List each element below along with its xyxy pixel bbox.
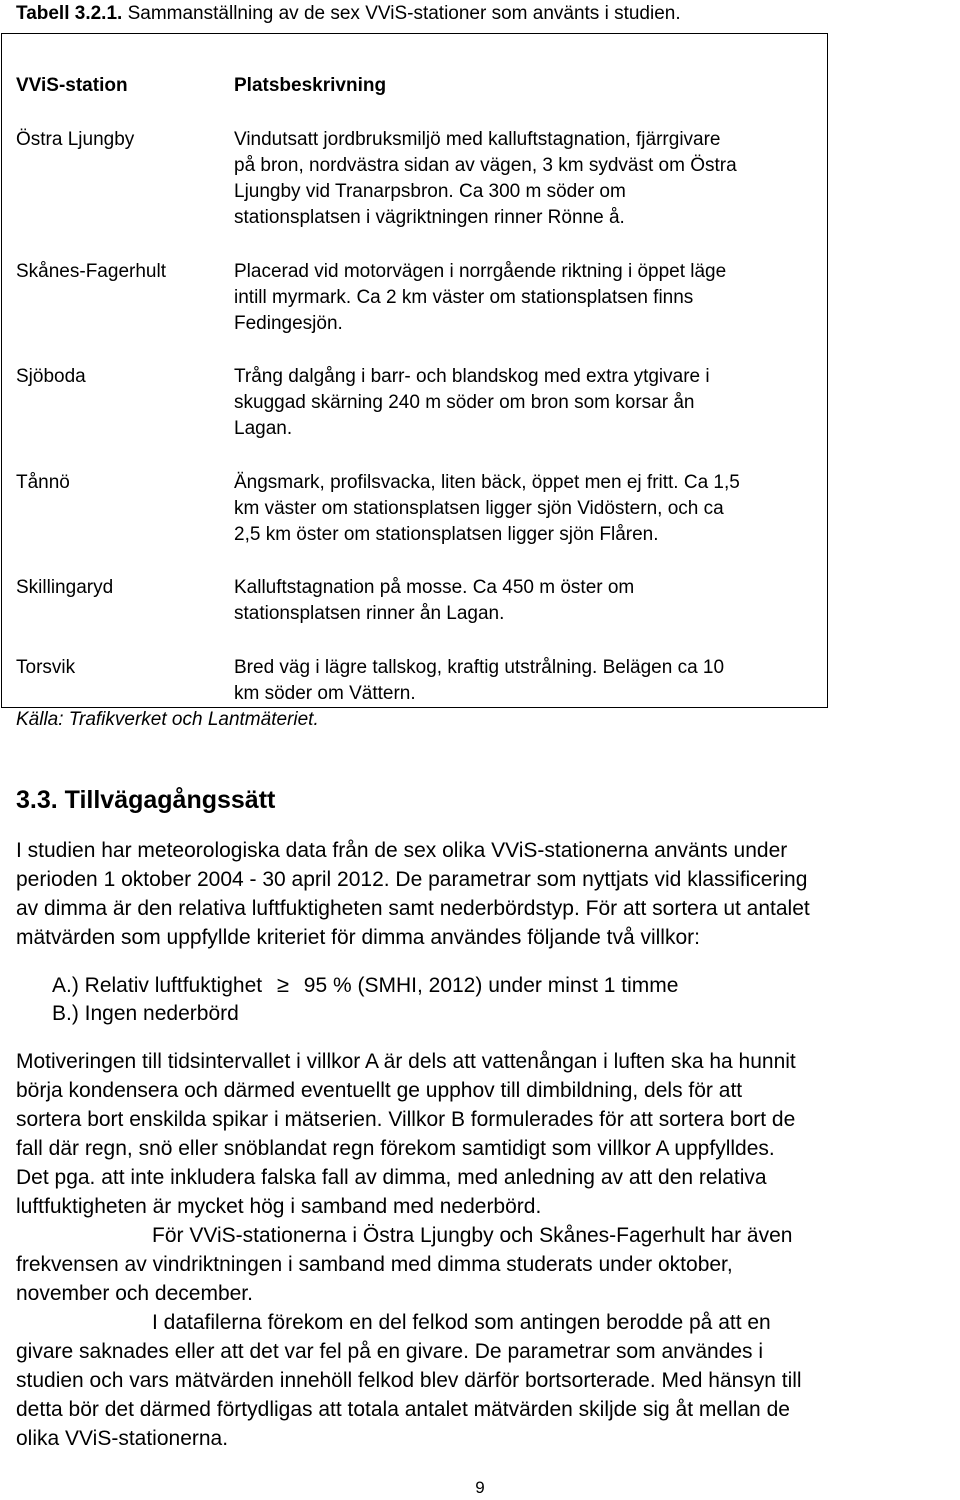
station-name: Skillingaryd bbox=[16, 577, 114, 598]
paragraph: För VViS-stationerna i Östra Ljungby och Skånes-Fagerhult har även frekvensen av vindriktningen i samband med dimma studerats under oktober, november och december. bbox=[16, 1224, 793, 1305]
header-description: Platsbeskrivning bbox=[234, 75, 387, 96]
station-name: Tånnö bbox=[16, 472, 70, 493]
header-station: VViS-station bbox=[16, 75, 128, 96]
station-description: Trång dalgång i barr- och blandskog med extra ytgivare i skuggad skärning 240 m söder om bron som korsar ån Lagan. bbox=[234, 366, 710, 439]
page-number: 9 bbox=[475, 1478, 485, 1497]
table-source: Källa: Trafikverket och Lantmäteriet. bbox=[16, 709, 319, 730]
intro-paragraph: I studien har meteorologiska data från de sex olika VViS-stationerna använts under perioden 1 oktober 2004 - 30 april 2012. De parametrar som nyttjats vid klassificering av dimma är den relativa luftfuktigheten samt nederbördstyp. För att sortera ut antalet mätvärden som uppfyllde kriteriet för dimma användes följande två villkor: bbox=[16, 839, 810, 949]
caption-text: Sammanställning av de sex VViS-stationer som använts i studien. bbox=[127, 3, 681, 24]
station-name: Sjöboda bbox=[16, 366, 86, 387]
station-description: Vindutsatt jordbruksmiljö med kalluftstagnation, fjärrgivare på bron, nordvästra sidan av vägen, 3 km sydväst om Östra Ljungby vid Tranarpsbron. Ca 300 m söder om stationsplatsen i vägriktningen rinner Rönne å. bbox=[234, 129, 737, 228]
station-description: Bred väg i lägre tallskog, kraftig utstrålning. Belägen ca 10 km söder om Vättern. bbox=[234, 657, 725, 704]
caption-label: Tabell 3.2.1. bbox=[16, 3, 123, 24]
section-heading: 3.3. Tillvägagångssätt bbox=[16, 786, 276, 814]
condition-a: A.) Relativ luftfuktighet ≥ 95 % (SMHI, 2012) under minst 1 timme bbox=[52, 972, 679, 997]
station-name: Torsvik bbox=[16, 657, 76, 678]
greater-equal-icon: ≥ bbox=[276, 972, 289, 997]
paragraph: Motiveringen till tidsintervallet i villkor A är dels att vattenångan i luften ska ha hunnit börja kondensera och därmed eventuellt ge upphov till dimbildning, dels för att sortera bort enskilda spikar i mätserien. Villkor B formulerades för att sortera bort de fall där regn, snö eller snöblandat regn förekom samtidigt som villkor A uppfylldes. Det pga. att inte inkludera falska fall av dimma, med anledning av att den relativa luftfuktigheten är mycket hög i samband med nederbörd. bbox=[16, 1050, 796, 1218]
condition-b: B.) Ingen nederbörd bbox=[52, 1002, 239, 1025]
station-description: Placerad vid motorvägen i norrgående riktning i öppet läge intill myrmark. Ca 2 km väster om stationsplatsen finns Fedingesjön. bbox=[234, 261, 727, 334]
station-description: Kalluftstagnation på mosse. Ca 450 m öster om stationsplatsen rinner ån Lagan. bbox=[234, 577, 635, 624]
station-name: Skånes-Fagerhult bbox=[16, 261, 166, 282]
station-description: Ängsmark, profilsvacka, liten bäck, öppet men ej fritt. Ca 1,5 km väster om stationsplatsen ligger sjön Vidöstern, och ca 2,5 km öster om stationsplatsen ligger sjön Flåren. bbox=[234, 472, 740, 545]
table-caption bbox=[16, 3, 681, 25]
paragraph: I datafilerna förekom en del felkod som antingen berodde på att en givare saknades eller att det var fel på en givare. De parametrar som användes i studien och vars mätvärden innehöll felkod blev därför bortsorterade. Med hänsyn till detta bör det därmed förtydligas att totala antalet mätvärden skiljde sig åt mellan de olika VViS-stationerna. bbox=[16, 1311, 802, 1450]
station-name: Östra Ljungby bbox=[16, 129, 135, 150]
